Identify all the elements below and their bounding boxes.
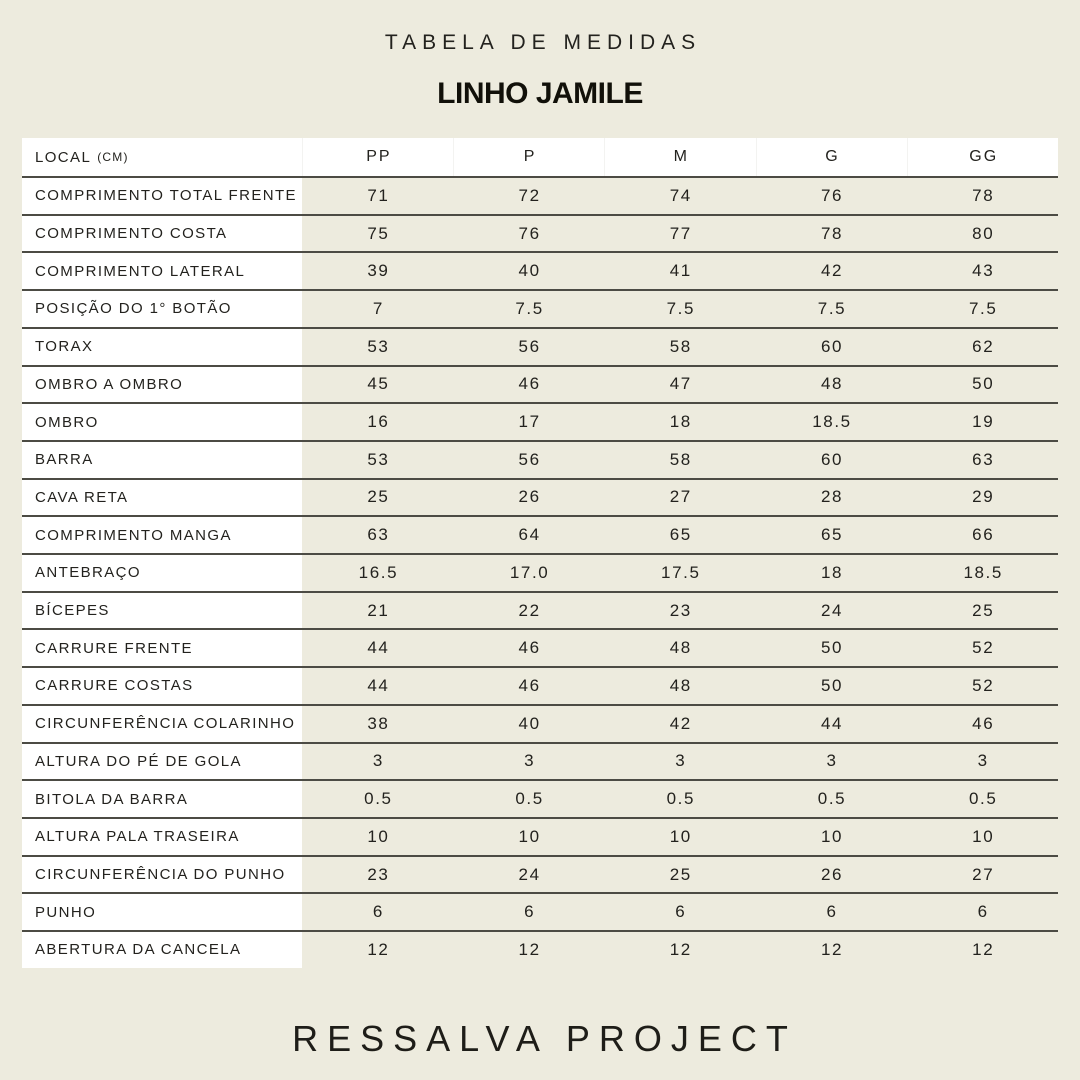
value-p: 17 bbox=[518, 412, 541, 432]
table-row bbox=[22, 666, 1058, 704]
measurement-label: POSIÇÃO DO 1° BOTÃO bbox=[22, 291, 302, 327]
value-m: 18 bbox=[669, 412, 692, 432]
value-gg: 46 bbox=[972, 713, 995, 733]
header-size-m: M bbox=[604, 138, 755, 176]
value-g: 78 bbox=[820, 223, 844, 243]
measurement-label: COMPRIMENTO MANGA bbox=[22, 517, 302, 553]
value-gg: 62 bbox=[972, 336, 995, 356]
value-g: 24 bbox=[820, 600, 844, 620]
measurement-label: CIRCUNFERÊNCIA DO PUNHO bbox=[22, 857, 302, 893]
value-g: 18 bbox=[820, 562, 844, 582]
value-gg: 25 bbox=[972, 600, 995, 620]
value-g: 0.5 bbox=[817, 789, 847, 809]
table-row bbox=[22, 365, 1058, 403]
table-row bbox=[22, 742, 1058, 780]
table-row bbox=[22, 855, 1058, 893]
value-g: 48 bbox=[820, 374, 844, 394]
value-m: 58 bbox=[669, 449, 692, 469]
value-pp: 38 bbox=[367, 713, 390, 733]
value-pp: 21 bbox=[367, 600, 390, 620]
measurement-label: ABERTURA DA CANCELA bbox=[22, 932, 302, 968]
measurement-label: ALTURA DO PÉ DE GOLA bbox=[22, 744, 302, 780]
value-m: 0.5 bbox=[666, 789, 696, 809]
value-g: 50 bbox=[820, 675, 844, 695]
value-p: 6 bbox=[524, 902, 536, 922]
page-title: TABELA DE MEDIDAS bbox=[384, 31, 702, 54]
value-m: 65 bbox=[669, 525, 692, 545]
value-gg: 6 bbox=[977, 902, 989, 922]
measurement-label: BÍCEPES bbox=[22, 593, 302, 629]
value-p: 46 bbox=[518, 374, 541, 394]
value-p: 22 bbox=[518, 600, 541, 620]
value-g: 60 bbox=[820, 336, 844, 356]
value-g: 26 bbox=[820, 864, 844, 884]
value-pp: 16.5 bbox=[358, 562, 399, 582]
value-g: 76 bbox=[820, 185, 844, 205]
value-pp: 23 bbox=[367, 864, 390, 884]
value-pp: 63 bbox=[367, 525, 390, 545]
value-p: 24 bbox=[518, 864, 541, 884]
table-row bbox=[22, 817, 1058, 855]
value-m: 10 bbox=[669, 826, 692, 846]
value-pp: 44 bbox=[367, 675, 390, 695]
value-m: 6 bbox=[675, 902, 687, 922]
table-row bbox=[22, 327, 1058, 365]
value-p: 56 bbox=[518, 336, 541, 356]
value-gg: 80 bbox=[972, 223, 995, 243]
value-m: 41 bbox=[669, 261, 692, 281]
value-pp: 71 bbox=[367, 185, 390, 205]
table-row bbox=[22, 892, 1058, 930]
measurement-label: CAVA RETA bbox=[22, 480, 302, 516]
value-p: 17.0 bbox=[509, 562, 550, 582]
value-pp: 0.5 bbox=[364, 789, 393, 809]
value-p: 26 bbox=[518, 487, 541, 507]
value-gg: 0.5 bbox=[968, 789, 998, 809]
header-size-pp: PP bbox=[302, 138, 453, 176]
value-gg: 18.5 bbox=[963, 562, 1003, 582]
value-m: 48 bbox=[669, 675, 692, 695]
value-pp: 16 bbox=[367, 412, 390, 432]
product-name: LINHO JAMILE bbox=[437, 77, 643, 110]
table-row bbox=[22, 251, 1058, 289]
value-gg: 66 bbox=[972, 525, 995, 545]
value-m: 23 bbox=[669, 600, 692, 620]
value-g: 28 bbox=[820, 487, 844, 507]
value-pp: 39 bbox=[367, 261, 390, 281]
table-row bbox=[22, 628, 1058, 666]
value-gg: 29 bbox=[972, 487, 995, 507]
value-gg: 19 bbox=[972, 412, 995, 432]
table-row bbox=[22, 591, 1058, 629]
value-g: 60 bbox=[820, 449, 844, 469]
value-g: 12 bbox=[820, 939, 844, 959]
value-g: 44 bbox=[820, 713, 844, 733]
value-m: 47 bbox=[669, 374, 692, 394]
value-m: 48 bbox=[669, 638, 692, 658]
value-gg: 3 bbox=[977, 751, 989, 771]
table-row bbox=[22, 515, 1058, 553]
value-g: 65 bbox=[820, 525, 844, 545]
value-p: 56 bbox=[518, 449, 541, 469]
measurement-label: OMBRO A OMBRO bbox=[22, 367, 302, 403]
measurement-label: BARRA bbox=[22, 442, 302, 478]
table-row bbox=[22, 930, 1058, 968]
value-g: 10 bbox=[820, 826, 844, 846]
value-p: 46 bbox=[518, 638, 541, 658]
table-row bbox=[22, 704, 1058, 742]
table-row bbox=[22, 289, 1058, 327]
header-local-label: LOCAL bbox=[35, 148, 92, 166]
value-m: 27 bbox=[669, 487, 692, 507]
value-gg: 52 bbox=[972, 638, 995, 658]
value-gg: 27 bbox=[972, 864, 995, 884]
value-m: 58 bbox=[669, 336, 692, 356]
value-pp: 12 bbox=[367, 939, 390, 959]
table-row bbox=[22, 478, 1058, 516]
header-unit-label: (CM) bbox=[97, 150, 129, 164]
value-pp: 75 bbox=[367, 223, 390, 243]
value-g: 3 bbox=[826, 751, 838, 771]
table-row bbox=[22, 214, 1058, 252]
value-p: 0.5 bbox=[515, 789, 544, 809]
value-gg: 43 bbox=[972, 261, 995, 281]
value-g: 18.5 bbox=[812, 412, 852, 432]
value-pp: 7 bbox=[372, 298, 384, 318]
measurement-label: COMPRIMENTO TOTAL FRENTE bbox=[22, 178, 302, 214]
value-gg: 50 bbox=[972, 374, 995, 394]
value-g: 42 bbox=[820, 261, 844, 281]
value-p: 46 bbox=[518, 675, 541, 695]
value-gg: 63 bbox=[972, 449, 995, 469]
value-p: 10 bbox=[518, 826, 541, 846]
value-m: 74 bbox=[669, 185, 692, 205]
table-body bbox=[22, 176, 1058, 968]
value-gg: 52 bbox=[972, 675, 995, 695]
value-pp: 53 bbox=[367, 449, 390, 469]
value-p: 12 bbox=[518, 939, 541, 959]
value-pp: 53 bbox=[367, 336, 390, 356]
value-g: 50 bbox=[820, 638, 844, 658]
measurement-label: CARRURE FRENTE bbox=[22, 630, 302, 666]
size-table bbox=[22, 138, 1058, 968]
value-pp: 45 bbox=[367, 374, 390, 394]
value-p: 64 bbox=[518, 525, 541, 545]
value-gg: 7.5 bbox=[968, 298, 998, 318]
title-block bbox=[0, 0, 1080, 111]
measurement-label: COMPRIMENTO COSTA bbox=[22, 216, 302, 252]
value-pp: 25 bbox=[367, 487, 390, 507]
value-gg: 10 bbox=[972, 826, 995, 846]
measurement-label: ALTURA PALA TRASEIRA bbox=[22, 819, 302, 855]
value-m: 3 bbox=[675, 751, 687, 771]
measurement-label: TORAX bbox=[22, 329, 302, 365]
value-m: 25 bbox=[669, 864, 692, 884]
measurement-label: OMBRO bbox=[22, 404, 302, 440]
value-p: 72 bbox=[518, 185, 541, 205]
value-p: 40 bbox=[518, 261, 541, 281]
value-m: 12 bbox=[669, 939, 692, 959]
value-pp: 10 bbox=[367, 826, 390, 846]
header-size-p: P bbox=[453, 138, 604, 176]
table-row bbox=[22, 553, 1058, 591]
table-row bbox=[22, 402, 1058, 440]
value-p: 7.5 bbox=[515, 298, 544, 318]
header-size-g: G bbox=[756, 138, 907, 176]
table-header-row bbox=[22, 138, 1058, 176]
header-size-gg: GG bbox=[907, 138, 1058, 176]
value-p: 3 bbox=[524, 751, 536, 771]
value-p: 40 bbox=[518, 713, 541, 733]
value-gg: 12 bbox=[972, 939, 995, 959]
measurement-label: CIRCUNFERÊNCIA COLARINHO bbox=[22, 706, 302, 742]
header-local-cell bbox=[22, 138, 302, 176]
value-m: 7.5 bbox=[666, 298, 696, 318]
measurement-label: COMPRIMENTO LATERAL bbox=[22, 253, 302, 289]
value-g: 7.5 bbox=[817, 298, 847, 318]
value-m: 17.5 bbox=[661, 562, 701, 582]
value-pp: 6 bbox=[372, 902, 384, 922]
value-g: 6 bbox=[826, 902, 838, 922]
value-m: 42 bbox=[669, 713, 692, 733]
measurement-label: CARRURE COSTAS bbox=[22, 668, 302, 704]
table-row bbox=[22, 440, 1058, 478]
measurement-label: PUNHO bbox=[22, 894, 302, 930]
measurement-label: BITOLA DA BARRA bbox=[22, 781, 302, 817]
brand-logo: RESSALVA PROJECT bbox=[292, 1018, 797, 1059]
value-gg: 78 bbox=[972, 185, 995, 205]
value-pp: 44 bbox=[367, 638, 390, 658]
value-m: 77 bbox=[669, 223, 692, 243]
value-pp: 3 bbox=[372, 751, 384, 771]
value-p: 76 bbox=[518, 223, 541, 243]
measurement-label: ANTEBRAÇO bbox=[22, 555, 302, 591]
table-row bbox=[22, 779, 1058, 817]
table-row bbox=[22, 176, 1058, 214]
